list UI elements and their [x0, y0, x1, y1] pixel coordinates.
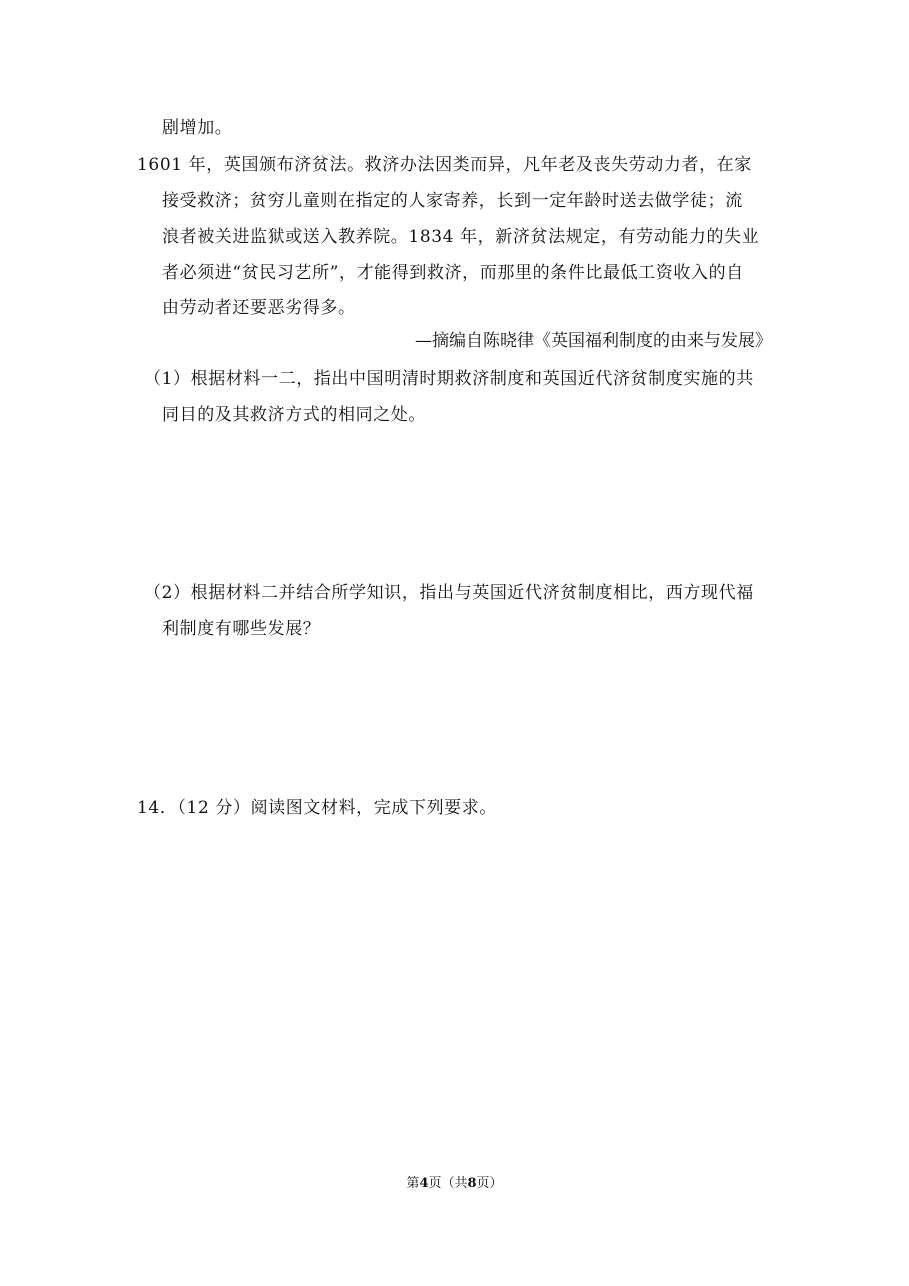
footer-suffix: 页）: [476, 1176, 503, 1191]
material-source-citation: —摘编自陈晓律《英国福利制度的由来与发展》: [415, 331, 772, 351]
question-2-line-1: （2）根据材料二并结合所学知识，指出与英国近代济贫制度相比，西方现代福: [144, 583, 754, 603]
material-line-4: 浪者被关进监狱或送入教养院。1834 年，新济贫法规定，有劳动能力的失业: [162, 227, 760, 247]
material-line-5: 者必须进“贫民习艺所”，才能得到救济，而那里的条件比最低工资收入的自: [162, 263, 744, 283]
footer-prefix: 第: [406, 1176, 420, 1191]
material-line-1: 剧增加。: [162, 118, 233, 138]
footer-page-number: 4: [419, 1176, 429, 1191]
footer-total-pages: 8: [467, 1176, 477, 1191]
question-1-line-1: （1）根据材料一二，指出中国明清时期救济制度和英国近代济贫制度实施的共: [144, 369, 754, 389]
question-2-line-2: 利制度有哪些发展？: [162, 619, 321, 639]
question-14-heading: 14．（12 分）阅读图文材料，完成下列要求。: [137, 798, 497, 818]
footer-middle: 页（共: [428, 1176, 468, 1191]
material-line-6: 由劳动者还要恶劣得多。: [162, 298, 356, 318]
question-1-line-2: 同目的及其救济方式的相同之处。: [162, 405, 426, 425]
material-line-3: 接受救济；贫穷儿童则在指定的人家寄养，长到一定年龄时送去做学徒；流: [162, 191, 743, 211]
material-line-2: 1601 年，英国颁布济贫法。救济办法因类而异，凡年老及丧失劳动力者，在家: [137, 155, 752, 175]
page-footer: [0, 1175, 909, 1193]
